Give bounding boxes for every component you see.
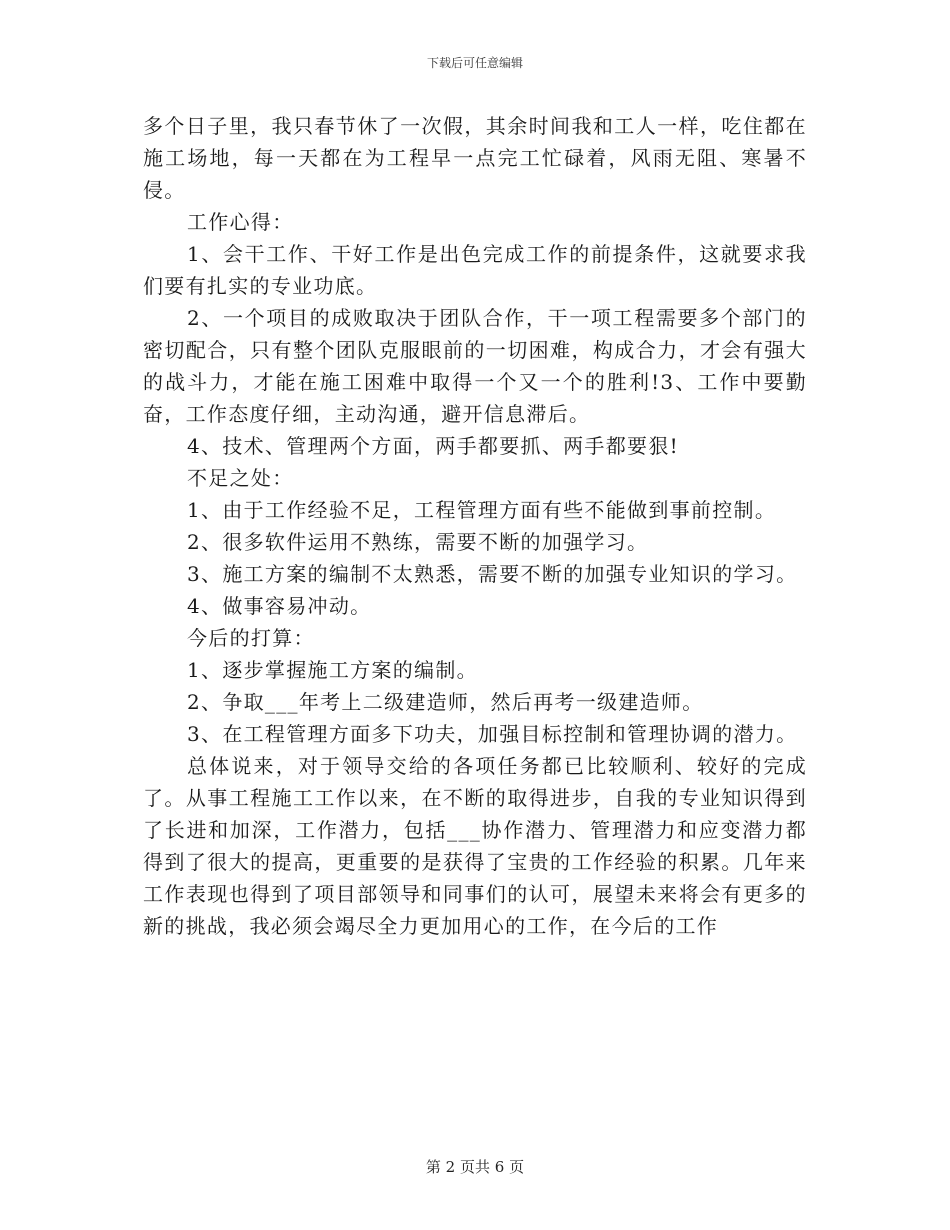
section-heading-future-plans: 今后的打算：: [187, 626, 315, 650]
list-item: 1、会干工作、干好工作是出色完成工作的前提条件，这就要求我们要有扎实的专业功底。: [143, 242, 807, 298]
list-item: 3、施工方案的编制不太熟悉，需要不断的加强专业知识的学习。: [187, 562, 798, 586]
list-item: 2、争取___年考上二级建造师，然后再考一级建造师。: [187, 690, 704, 714]
section-heading-work-insights: 工作心得：: [187, 210, 294, 234]
paragraph-continuation: 多个日子里，我只春节休了一次假，其余时间我和工人一样，吃住都在施工场地，每一天都在为工程早一点完工忙碌着，风雨无阻、寒暑不侵。: [143, 114, 807, 202]
page-header: 下载后可任意编辑: [426, 56, 523, 70]
list-item: 2、一个项目的成败取决于团队合作，干一项工程需要多个部门的密切配合，只有整个团队克服眼前的一切困难，构成合力，才会有强大的战斗力，才能在施工困难中取得一个又一个的胜利!3、工作中要勤奋，工作态度仔细，主动沟通，避开信息滞后。: [143, 306, 807, 426]
list-item: 2、很多软件运用不熟练，需要不断的加强学习。: [187, 530, 649, 554]
document-body: [143, 110, 807, 942]
list-item: 1、由于工作经验不足，工程管理方面有些不能做到事前控制。: [187, 498, 777, 522]
list-item: 4、做事容易冲动。: [187, 594, 372, 618]
section-heading-shortcomings: 不足之处：: [187, 466, 294, 490]
summary-paragraph: 总体说来，对于领导交给的各项任务都已比较顺利、较好的完成了。从事工程施工工作以来，在不断的取得进步，自我的专业知识得到了长进和加深，工作潜力，包括___协作潜力、管理潜力和应变潜力都得到了很大的提高，更重要的是获得了宝贵的工作经验的积累。几年来工作表现也得到了项目部领导和同事们的认可，展望未来将会有更多的新的挑战，我必须会竭尽全力更加用心的工作，在今后的工作: [143, 754, 807, 938]
list-item: 3、在工程管理方面多下功夫，加强目标控制和管理协调的潜力。: [187, 722, 798, 746]
list-item: 1、逐步掌握施工方案的编制。: [187, 658, 478, 682]
page-footer: 第 2 页共 6 页: [425, 1158, 525, 1176]
list-item: 4、技术、管理两个方面，两手都要抓、两手都要狠!: [187, 434, 679, 458]
